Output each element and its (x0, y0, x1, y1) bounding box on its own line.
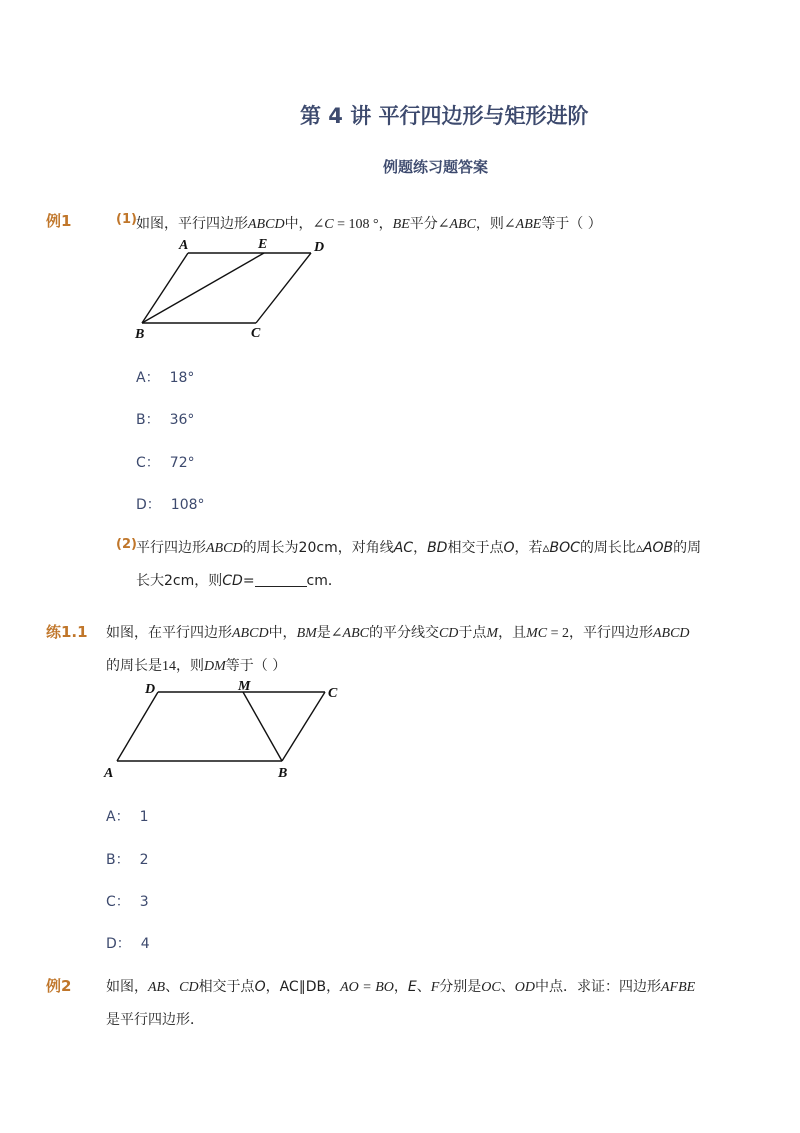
segment-bm (243, 692, 282, 761)
vertex-label-d: D (145, 682, 156, 697)
question-2-number: (2) (116, 537, 137, 552)
vertex-label-a: A (104, 766, 114, 781)
segment-be (142, 253, 264, 323)
page-subtitle: 例题练习题答案 (383, 158, 489, 176)
answer-blank[interactable] (255, 572, 307, 587)
question-1-text: 如图，平行四边形ABCD中，∠C = 108 °，BE平分∠ABC，则∠ABE等于（ ） (136, 216, 602, 232)
question-2-text-line-1: 平行四边形ABCD的周长为20cm，对角线AC，BD相交于点O，若▵BOC的周长比▵AOB的周 (136, 540, 702, 556)
vertex-label-a: A (179, 238, 189, 253)
practice-1-1-text-line-2: 的周长是14，则DM等于（ ） (106, 658, 287, 674)
segment-dc (256, 253, 311, 323)
vertex-label-b: B (278, 766, 288, 781)
question-2-text-line-2: 长大2cm，则CD= cm． (136, 573, 342, 589)
choice-d[interactable]: D： 108° (136, 497, 205, 513)
choice-b[interactable]: B： 2 (106, 852, 149, 868)
choice-a[interactable]: A： 1 (106, 809, 149, 825)
vertex-label-d: D (314, 240, 325, 255)
choice-c[interactable]: C： 72° (136, 455, 195, 471)
figure-parallelogram-abcd-1 (130, 232, 330, 344)
segment-cb (282, 692, 325, 761)
example-1-label: 例1 (46, 212, 72, 230)
vertex-label-b: B (135, 327, 145, 342)
vertex-label-c: C (251, 326, 261, 341)
choice-a[interactable]: A： 18° (136, 370, 195, 386)
vertex-label-c: C (328, 686, 338, 701)
vertex-label-e: E (258, 237, 268, 252)
page-title: 第 4 讲 平行四边形与矩形进阶 (300, 104, 589, 128)
example-2-label: 例2 (46, 977, 72, 995)
example-2-text-line-1: 如图，AB、CD相交于点O，AC∥DB，AO = BO，E、F分别是OC、OD中点．求证：四边形AFBE (106, 979, 696, 995)
choice-b[interactable]: B： 36° (136, 412, 195, 428)
practice-1-1-text-line-1: 如图，在平行四边形ABCD中，BM是∠ABC的平分线交CD于点M，且MC = 2，平行四边形ABCD (106, 625, 690, 641)
practice-1-1-label: 练1.1 (46, 623, 88, 641)
question-1-number: (1) (116, 212, 137, 227)
segment-ba (142, 253, 188, 323)
choice-c[interactable]: C： 3 (106, 894, 149, 910)
example-2-text-line-2: 是平行四边形． (106, 1012, 204, 1028)
segment-ad (117, 692, 158, 761)
vertex-label-m: M (238, 679, 251, 694)
choice-d[interactable]: D： 4 (106, 936, 150, 952)
figure-parallelogram-abcd-2 (100, 676, 350, 788)
